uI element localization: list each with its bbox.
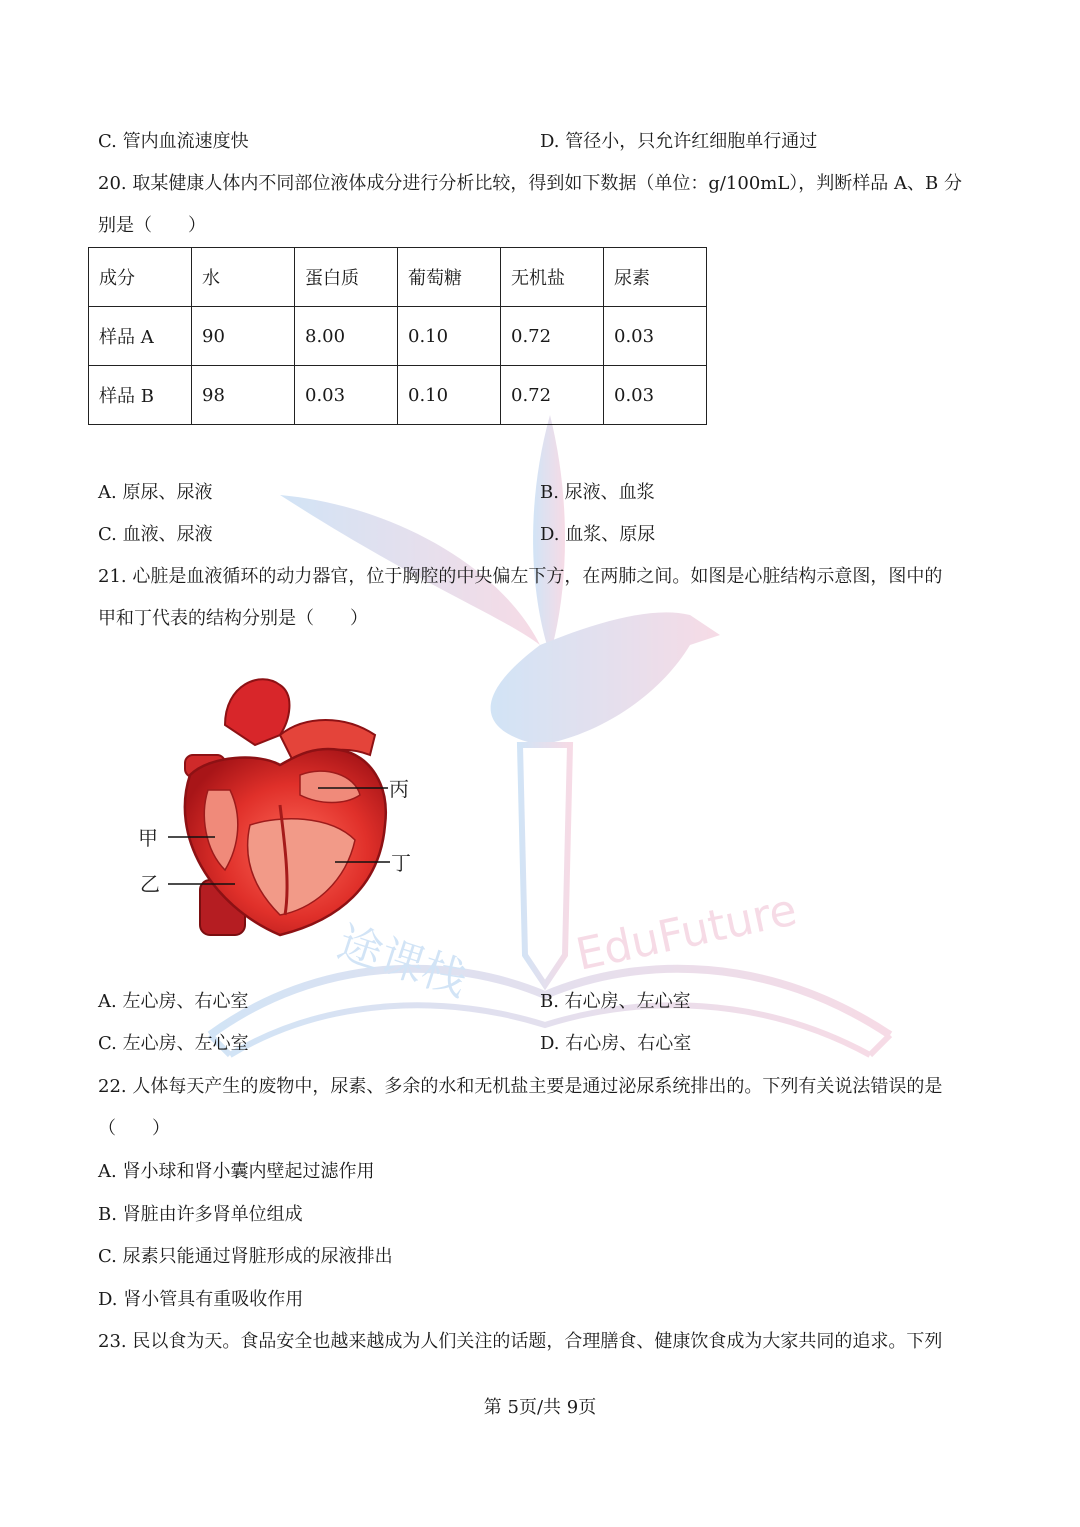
q21-stem-line2: 甲和丁代表的结构分别是（ ） [98, 608, 368, 629]
table-header-cell: 无机盐 [501, 248, 604, 307]
table-cell: 样品 A [89, 307, 192, 366]
table-header-cell: 成分 [89, 248, 192, 307]
table-cell: 样品 B [89, 366, 192, 425]
q20-option-d: D. 血浆、原尿 [540, 524, 656, 545]
q19-option-d: D. 管径小，只允许红细胞单行通过 [540, 131, 818, 152]
q22-option-d: D. 肾小管具有重吸收作用 [98, 1289, 304, 1310]
q22-option-b: B. 肾脏由许多肾单位组成 [98, 1204, 303, 1225]
watermark-cn-text: 途课栈 [331, 916, 473, 1007]
q19-option-c: C. 管内血流速度快 [98, 131, 249, 152]
label-bing: 丙 [389, 777, 409, 801]
q23-stem-line1: 23. 民以食为天。食品安全也越来越成为人们关注的话题，合理膳食、健康饮食成为大家共同的追求。下列 [98, 1331, 943, 1352]
q20-option-c: C. 血液、尿液 [98, 524, 213, 545]
table-cell: 0.03 [604, 366, 707, 425]
q20-option-b: B. 尿液、血浆 [540, 482, 655, 503]
q22-option-c: C. 尿素只能通过肾脏形成的尿液排出 [98, 1246, 393, 1267]
q21-option-d: D. 右心房、右心室 [540, 1033, 692, 1054]
table-header-cell: 蛋白质 [295, 248, 398, 307]
watermark-en-text: EduFuture [571, 884, 802, 981]
table-header-row [89, 248, 707, 307]
table-cell: 0.10 [398, 366, 501, 425]
table-cell: 0.10 [398, 307, 501, 366]
q22-option-a: A. 肾小球和肾小囊内壁起过滤作用 [98, 1161, 375, 1182]
table-cell: 0.03 [604, 307, 707, 366]
table-header-cell: 葡萄糖 [398, 248, 501, 307]
table-cell: 90 [192, 307, 295, 366]
q20-option-a: A. 原尿、尿液 [98, 482, 213, 503]
q21-option-a: A. 左心房、右心室 [98, 991, 249, 1012]
label-ding: 丁 [391, 851, 411, 875]
table-cell: 8.00 [295, 307, 398, 366]
table-row [89, 307, 707, 366]
q21-option-c: C. 左心房、左心室 [98, 1033, 249, 1054]
q20-data-table [88, 247, 707, 425]
table-cell: 98 [192, 366, 295, 425]
table-cell: 0.72 [501, 366, 604, 425]
q20-stem-line2: 别是（ ） [98, 215, 206, 236]
label-yi: 乙 [140, 872, 160, 896]
table-row [89, 366, 707, 425]
q20-stem-line1: 20. 取某健康人体内不同部位液体成分进行分析比较，得到如下数据（单位：g/100mL），判断样品 A、B 分 [98, 173, 962, 194]
q21-option-b: B. 右心房、左心室 [540, 991, 691, 1012]
table-cell: 0.03 [295, 366, 398, 425]
label-jia: 甲 [138, 826, 158, 850]
table-cell: 0.72 [501, 307, 604, 366]
q22-stem-line1: 22. 人体每天产生的废物中，尿素、多余的水和无机盐主要是通过泌尿系统排出的。下列有关说法错误的是 [98, 1076, 943, 1097]
heart-diagram [130, 665, 430, 950]
table-header-cell: 水 [192, 248, 295, 307]
q21-stem-line1: 21. 心脏是血液循环的动力器官，位于胸腔的中央偏左下方，在两肺之间。如图是心脏结构示意图，图中的 [98, 566, 943, 587]
page-number: 第 5页/共 9页 [483, 1397, 597, 1418]
table-header-cell: 尿素 [604, 248, 707, 307]
q22-stem-line2: （ ） [98, 1118, 170, 1139]
